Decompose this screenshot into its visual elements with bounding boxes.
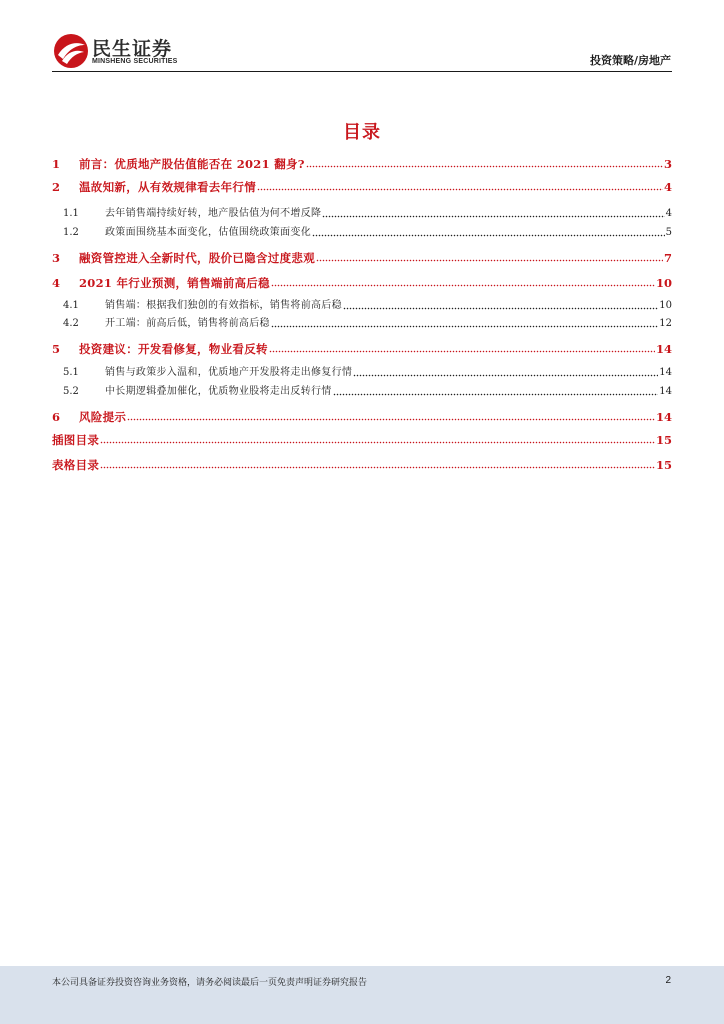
dot-leader bbox=[322, 208, 664, 218]
toc-entry-title: 风险提示 bbox=[79, 410, 127, 424]
dot-leader bbox=[269, 343, 655, 353]
toc-entry-number: 4.2 bbox=[63, 318, 79, 329]
toc-entry-title: 去年销售端持续好转，地产股估值为何不增反降 bbox=[105, 208, 322, 219]
toc-entry[interactable] bbox=[52, 274, 672, 290]
toc-entry[interactable] bbox=[52, 297, 672, 313]
toc-entry-number: 1 bbox=[52, 157, 61, 171]
toc-entry-page: 10 bbox=[659, 300, 672, 311]
toc-entry-page: 3 bbox=[663, 157, 672, 171]
toc-entry-page: 5 bbox=[665, 227, 672, 238]
dot-leader bbox=[343, 300, 658, 310]
toc-entry-page: 12 bbox=[659, 318, 672, 329]
toc-entry-title: 开工端：前高后低，销售将前高后稳 bbox=[105, 318, 270, 329]
toc-entry[interactable] bbox=[52, 456, 672, 472]
toc-entry[interactable] bbox=[52, 315, 672, 331]
toc-entry-page: 15 bbox=[655, 458, 672, 472]
toc-entry[interactable] bbox=[52, 364, 672, 380]
toc-entry-number: 5.2 bbox=[63, 386, 79, 397]
toc-entry-title: 投资建议：开发看修复，物业看反转 bbox=[79, 342, 268, 356]
dot-leader bbox=[100, 434, 655, 444]
toc-entry-page: 15 bbox=[655, 433, 672, 447]
footer-disclaimer: 本公司具备证券投资咨询业务资格，请务必阅读最后一页免责声明证券研究报告 bbox=[52, 978, 368, 988]
toc-entry-number: 1.2 bbox=[63, 227, 79, 238]
logo-english-name: MINSHENG SECURITIES bbox=[92, 58, 178, 65]
toc-entry[interactable] bbox=[52, 224, 672, 240]
toc-entry[interactable] bbox=[52, 383, 672, 399]
dot-leader bbox=[306, 158, 663, 168]
toc-entry-number: 4 bbox=[52, 276, 61, 290]
header-divider bbox=[52, 71, 672, 72]
toc-entry-page: 4 bbox=[665, 208, 672, 219]
toc-entry-title: 中长期逻辑叠加催化，优质物业股将走出反转行情 bbox=[105, 386, 332, 397]
toc-entry[interactable] bbox=[52, 178, 672, 194]
dot-leader bbox=[127, 411, 655, 421]
toc-entry-number: 5.1 bbox=[63, 367, 79, 378]
toc-entry-page: 14 bbox=[655, 410, 672, 424]
logo-chinese-name: 民生证券 bbox=[92, 38, 173, 60]
toc-title: 目录 bbox=[343, 122, 381, 143]
toc-entry-title: 前言：优质地产股估值能否在 2021 翻身? bbox=[79, 157, 305, 171]
report-category: 投资策略/房地产 bbox=[589, 54, 671, 67]
toc-entry-page: 10 bbox=[655, 276, 672, 290]
toc-entry[interactable] bbox=[52, 408, 672, 424]
toc-entry-title: 2021 年行业预测，销售端前高后稳 bbox=[79, 276, 270, 290]
toc-entry-page: 7 bbox=[663, 251, 672, 265]
toc-entry-page: 14 bbox=[655, 342, 672, 356]
toc-entry[interactable] bbox=[52, 249, 672, 265]
toc-entry-number: 5 bbox=[52, 342, 61, 356]
toc-entry-number: 6 bbox=[52, 410, 61, 424]
minsheng-logo-icon bbox=[53, 33, 89, 69]
toc-entry[interactable] bbox=[52, 155, 672, 171]
toc-entry-page: 14 bbox=[659, 386, 672, 397]
dot-leader bbox=[333, 386, 659, 396]
dot-leader bbox=[271, 277, 655, 287]
dot-leader bbox=[100, 459, 655, 469]
toc-entry-number: 1.1 bbox=[63, 208, 79, 219]
toc-entry-title: 表格目录 bbox=[52, 458, 100, 472]
toc-entry-title: 销售与政策步入温和，优质地产开发股将走出修复行情 bbox=[105, 367, 353, 378]
toc-entry-page: 4 bbox=[663, 180, 672, 194]
dot-leader bbox=[353, 367, 658, 377]
toc-entry-number: 3 bbox=[52, 251, 61, 265]
toc-entry-number: 2 bbox=[52, 180, 61, 194]
dot-leader bbox=[257, 181, 663, 191]
toc-entry-title: 插图目录 bbox=[52, 433, 100, 447]
dot-leader bbox=[316, 252, 663, 262]
toc-entry[interactable] bbox=[52, 205, 672, 221]
toc-entry-title: 销售端：根据我们独创的有效指标，销售将前高后稳 bbox=[105, 300, 342, 311]
toc-entry-title: 融资管控进入全新时代，股价已隐含过度悲观 bbox=[79, 251, 315, 265]
toc-entry-page: 14 bbox=[659, 367, 672, 378]
company-logo bbox=[53, 33, 193, 69]
toc-entry-title: 温故知新，从有效规律看去年行情 bbox=[79, 180, 256, 194]
toc-entry-title: 政策面围绕基本面变化，估值围绕政策面变化 bbox=[105, 227, 311, 238]
dot-leader bbox=[312, 227, 665, 237]
footer-page-number: 2 bbox=[665, 975, 671, 986]
toc-entry-number: 4.1 bbox=[63, 300, 79, 311]
toc-entry[interactable] bbox=[52, 431, 672, 447]
toc-entry[interactable] bbox=[52, 340, 672, 356]
dot-leader bbox=[271, 318, 658, 328]
